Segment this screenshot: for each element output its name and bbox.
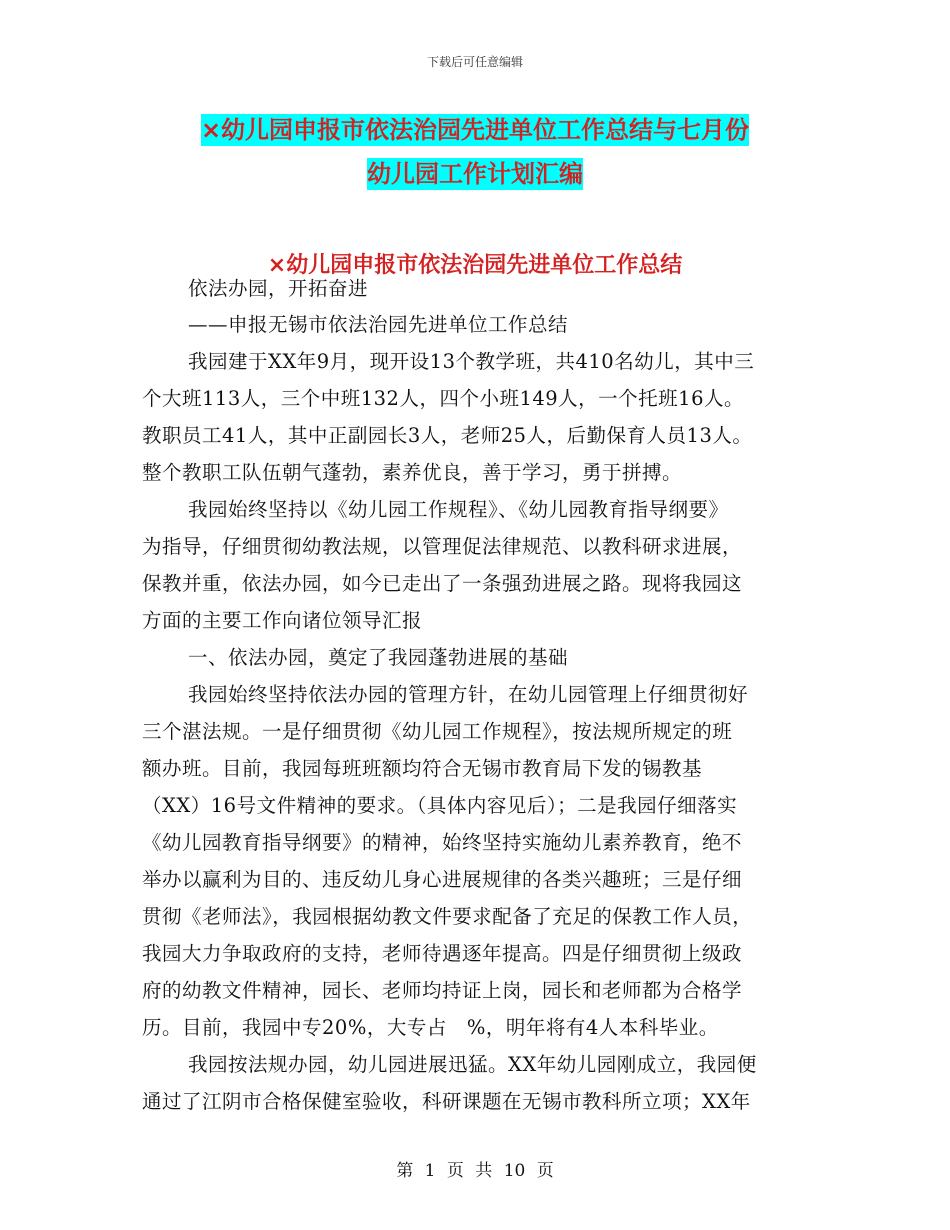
body-line: 历。目前，我园中专20%，大专占 %，明年将有4人本科毕业。 (142, 1016, 719, 1039)
body-line: 举办以赢利为目的、违反幼儿身心进展规律的各类兴趣班；三是仔细 (142, 868, 743, 891)
body-line: 为指导，仔细贯彻幼教法规，以管理促法律规范、以教科研求进展， (142, 535, 743, 558)
body-line: 我园按法规办园，幼儿园进展迅猛。XX年幼儿园刚成立，我园便 (188, 1053, 757, 1076)
body-line: 我园始终坚持依法办园的管理方针，在幼儿园管理上仔细贯彻好 (188, 683, 749, 706)
body-line: 贯彻《老师法》，我园根据幼教文件要求配备了充足的保教工作人员， (142, 905, 753, 928)
body-line: 我园大力争取政府的支持，老师待遇逐年提高。四是仔细贯彻上级政 (142, 942, 743, 965)
body-line: 《幼儿园教育指导纲要》的精神，始终坚持实施幼儿素养教育，绝不 (142, 831, 743, 854)
body-line: 通过了江阴市合格保健室验收，科研课题在无锡市教科所立项；XX年 (142, 1090, 751, 1113)
body-line: 个大班113人，三个中班132人，四个小班149人，一个托班16人。 (142, 387, 744, 410)
page-footer: 第 1 页 共 10 页 (396, 1161, 554, 1181)
document-title-line-2: 幼儿园工作计划汇编 (367, 160, 583, 188)
document-title-line-1: ×幼儿园申报市依法治园先进单位工作总结与七月份 (200, 116, 750, 144)
body-line: 方面的主要工作向诸位领导汇报 (142, 609, 423, 632)
body-line: 三个湛法规。一是仔细贯彻《幼儿园工作规程》，按法规所规定的班 (142, 720, 733, 743)
section-title: ×幼儿园申报市依法治园先进单位工作总结 (267, 253, 683, 278)
body-line: 我园始终坚持以《幼儿园工作规程》、《幼儿园教育指导纲要》 (188, 498, 729, 521)
body-line: 教职员工41人，其中正副园长3人，老师25人，后勤保育人员13人。 (142, 424, 753, 447)
body-line: 依法办园，开拓奋进 (188, 277, 369, 300)
body-line: 整个教职工队伍朝气蓬勃，素养优良，善于学习，勇于拼搏。 (142, 461, 683, 484)
body-line: 保教并重，依法办园，如今已走出了一条强劲进展之路。现将我园这 (142, 572, 743, 595)
body-line: 府的幼教文件精神，园长、老师均持证上岗，园长和老师都为合格学 (142, 979, 743, 1002)
header-note: 下载后可任意编辑 (426, 55, 523, 69)
body-line: 一、依法办园，奠定了我园蓬勃进展的基础 (188, 646, 569, 669)
body-line: （XX）16号文件精神的要求。（具体内容见后）；二是我园仔细落实 (142, 794, 738, 817)
body-line: 我园建于XX年9月，现开设13个教学班，共410名幼儿，其中三 (188, 350, 755, 373)
body-line: 额办班。目前，我园每班班额均符合无锡市教育局下发的锡教基 (142, 757, 703, 780)
body-line: ——申报无锡市依法治园先进单位工作总结 (188, 313, 569, 336)
